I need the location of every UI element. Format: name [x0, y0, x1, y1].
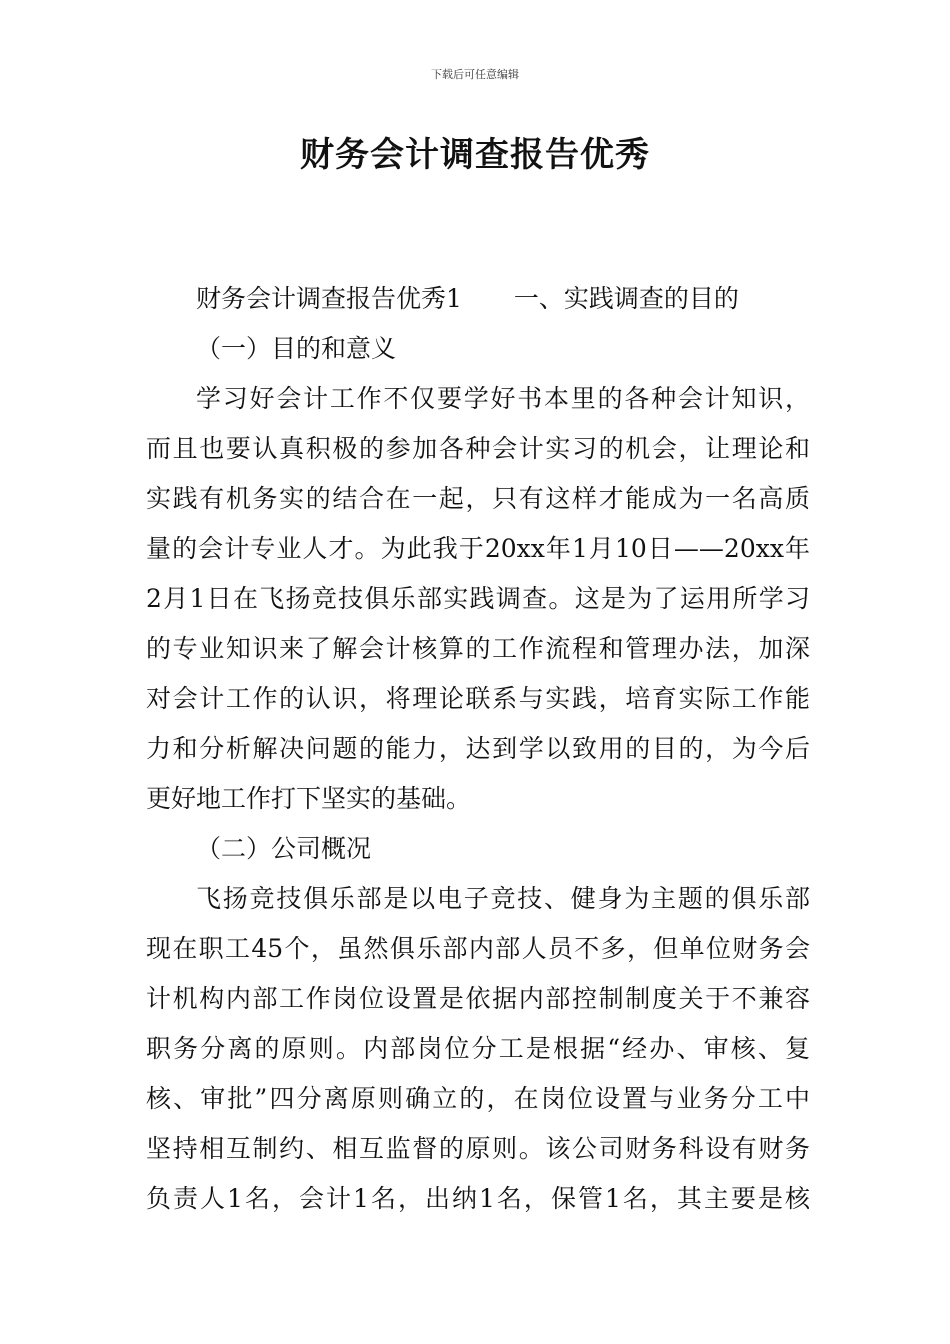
paragraph-line: 更好地工作打下坚实的基础。 — [146, 784, 472, 813]
paragraph-line: 而且也要认真积极的参加各种会计实习的机会，让理论和 — [146, 434, 810, 463]
header-note: 下载后可任意编辑 — [431, 68, 519, 81]
paragraph-line: 现在职工45个，虽然俱乐部内部人员不多，但单位财务会 — [146, 934, 810, 963]
subheading-purpose: （一）目的和意义 — [196, 334, 397, 363]
paragraph-line: 负责人1名，会计1名，出纳1名，保管1名，其主要是核 — [146, 1184, 810, 1213]
paragraph-line: 学习好会计工作不仅要学好书本里的各种会计知识， — [196, 384, 810, 413]
paragraph-line: 的专业知识来了解会计核算的工作流程和管理办法，加深 — [146, 634, 810, 663]
paragraph-line: 飞扬竞技俱乐部是以电子竞技、健身为主题的俱乐部 — [196, 884, 810, 913]
section-heading: 一、实践调查的目的 — [513, 284, 739, 313]
section-heading-line — [196, 279, 810, 319]
paragraph-line: 计机构内部工作岗位设置是依据内部控制制度关于不兼容 — [146, 984, 810, 1013]
document-title: 财务会计调查报告优秀 — [300, 135, 650, 175]
paragraph-line: 对会计工作的认识，将理论联系与实践，培育实际工作能 — [146, 684, 810, 713]
section-title: 财务会计调查报告优秀1 — [196, 284, 462, 313]
paragraph-line: 职务分离的原则。内部岗位分工是根据“经办、审核、复 — [146, 1034, 810, 1063]
paragraph-line: 实践有机务实的结合在一起，只有这样才能成为一名高质 — [146, 484, 810, 513]
paragraph-line: 力和分析解决问题的能力，达到学以致用的目的，为今后 — [146, 734, 810, 763]
paragraph-line: 核、审批”四分离原则确立的，在岗位设置与业务分工中 — [146, 1084, 810, 1113]
paragraph-line: 量的会计专业人才。为此我于20xx年1月10日——20xx年 — [146, 534, 810, 563]
subheading-company-overview: （二）公司概况 — [196, 834, 372, 863]
paragraph-line: 2月1日在飞扬竞技俱乐部实践调查。这是为了运用所学习 — [146, 584, 810, 613]
paragraph-line: 坚持相互制约、相互监督的原则。该公司财务科设有财务 — [146, 1134, 810, 1163]
